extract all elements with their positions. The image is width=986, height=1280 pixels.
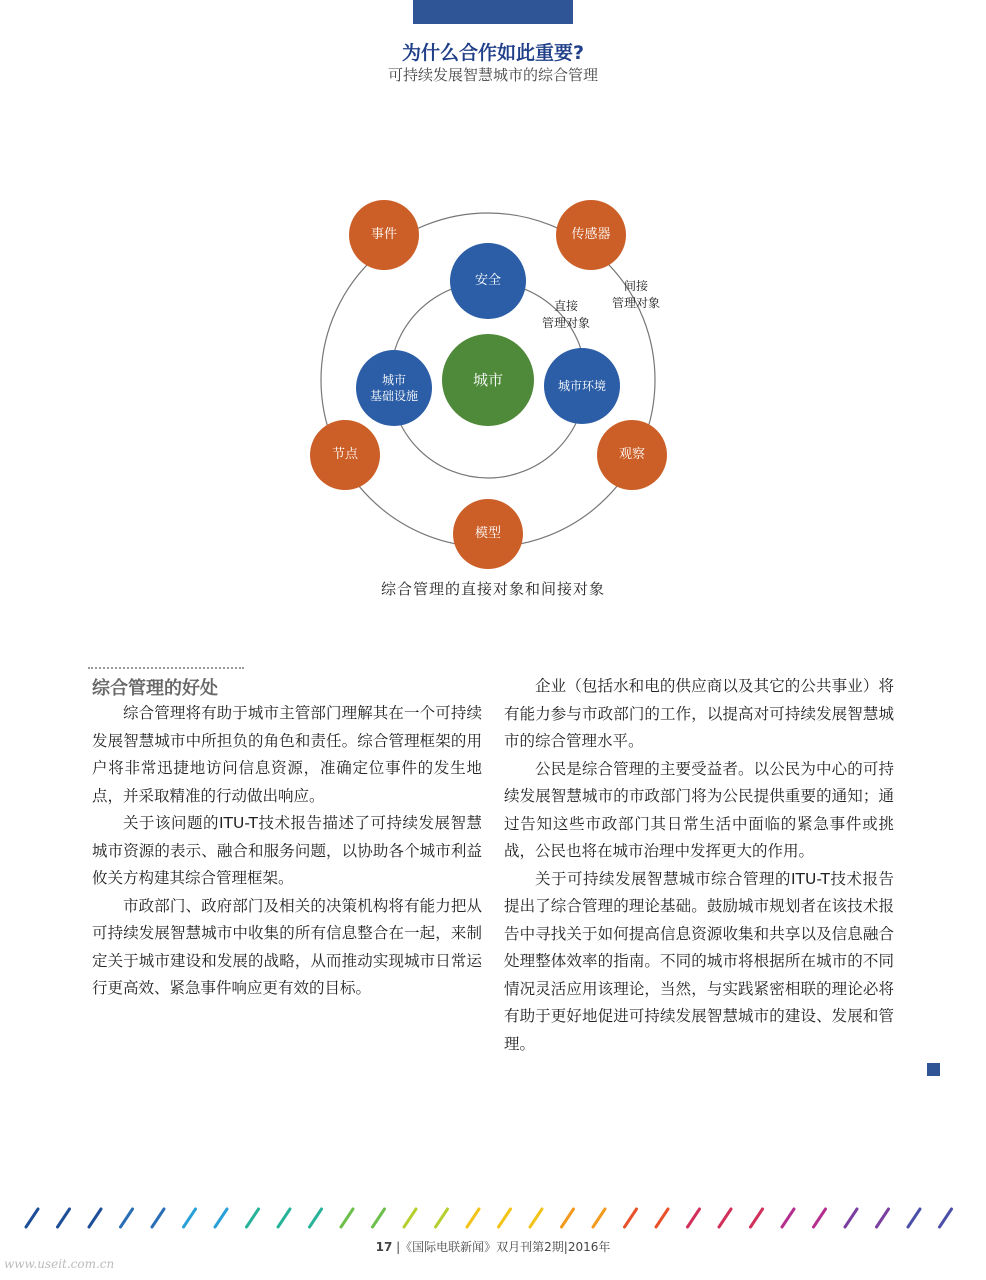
page-footer (0, 1238, 986, 1255)
stripe (184, 1209, 196, 1227)
article-end-mark (927, 1063, 940, 1076)
stripe (845, 1209, 857, 1227)
stripe (499, 1209, 511, 1227)
stripe (782, 1209, 794, 1227)
stripe (373, 1209, 385, 1227)
publication-info: |《国际电联新闻》双月刊第2期|2016年 (396, 1240, 611, 1254)
paragraph: 关于可持续发展智慧城市综合管理的ITU-T技术报告提出了综合管理的理论基础。鼓励城市规划者在该技术报告中寻找关于如何提高信息资源收集和共享以及信息融合处理整体效率的指南。不同的城市将根据所在城市的不同情况灵活应用该理论，当然，与实践紧密相联的理论必将有助于更好地促进可持续发展智慧城市的建设、发展和管理。 (504, 869, 894, 1053)
label-direct-objects: 直接 管理对象 (542, 299, 591, 330)
node-city: 城市 (442, 334, 534, 426)
management-diagram (300, 190, 690, 560)
node-node: 节点 (310, 420, 380, 490)
label-indirect-objects: 间接 管理对象 (612, 279, 661, 310)
stripe (656, 1209, 668, 1227)
stripe (310, 1209, 322, 1227)
stripe (562, 1209, 574, 1227)
stripe (278, 1209, 290, 1227)
stripe (467, 1209, 479, 1227)
node-city-environment: 城市环境 (544, 348, 620, 424)
node-observation: 观察 (597, 420, 667, 490)
page-title: 为什么合作如此重要? (401, 42, 585, 64)
stripe (121, 1209, 133, 1227)
node-safety: 安全 (450, 243, 526, 319)
paragraph: 企业（包括水和电的供应商以及其它的公共事业）将有能力参与市政部门的工作，以提高对可持续发展智慧城市的综合管理水平。 (504, 677, 894, 750)
stripe (26, 1209, 38, 1227)
stripe (593, 1209, 605, 1227)
stripe (247, 1209, 259, 1227)
right-column (504, 673, 894, 1058)
top-tab-decoration (413, 0, 573, 24)
stripe (719, 1209, 731, 1227)
node-event: 事件 (349, 200, 419, 270)
heading-dotted-rule (88, 667, 244, 669)
stripe (152, 1209, 164, 1227)
stripe (89, 1209, 101, 1227)
stripe (215, 1209, 227, 1227)
paragraph: 关于该问题的ITU-T技术报告描述了可持续发展智慧城市资源的表示、融合和服务问题，以协助各个城市利益攸关方构建其综合管理框架。 (92, 814, 482, 887)
stripe (625, 1209, 637, 1227)
stripe (58, 1209, 70, 1227)
node-city-infrastructure: 城市 基础设施 (356, 350, 432, 426)
left-column (92, 700, 482, 1003)
watermark: www.useit.com.cn (4, 1257, 115, 1271)
section-heading: 综合管理的好处 (92, 678, 218, 699)
stripe (530, 1209, 542, 1227)
page-number: 17 (375, 1240, 393, 1254)
node-sensor: 传感器 (556, 200, 626, 270)
node-model: 模型 (453, 499, 523, 569)
color-stripes-decoration (20, 1205, 970, 1231)
stripe (341, 1209, 353, 1227)
stripe (940, 1209, 952, 1227)
paragraph: 市政部门、政府部门及相关的决策机构将有能力把从可持续发展智慧城市中收集的所有信息整合在一起，来制定关于城市建设和发展的战略，从而推动实现城市日常运行更高效、紧急事件响应更有效的目标。 (92, 896, 482, 997)
stripe (404, 1209, 416, 1227)
stripe (877, 1209, 889, 1227)
stripe (908, 1209, 920, 1227)
page-subtitle: 可持续发展智慧城市的综合管理 (387, 66, 598, 84)
stripe (436, 1209, 448, 1227)
paragraph: 公民是综合管理的主要受益者。以公民为中心的可持续发展智慧城市的市政部门将为公民提供重要的通知；通过告知这些市政部门其日常生活中面临的紧急事件或挑战，公民也将在城市治理中发挥更大的作用。 (504, 759, 894, 860)
stripe (688, 1209, 700, 1227)
stripe (814, 1209, 826, 1227)
diagram-caption: 综合管理的直接对象和间接对象 (380, 580, 605, 598)
stripe (751, 1209, 763, 1227)
paragraph: 综合管理将有助于城市主管部门理解其在一个可持续发展智慧城市中所担负的角色和责任。综合管理框架的用户将非常迅捷地访问信息资源，准确定位事件的发生地点，并采取精准的行动做出响应。 (92, 704, 482, 805)
